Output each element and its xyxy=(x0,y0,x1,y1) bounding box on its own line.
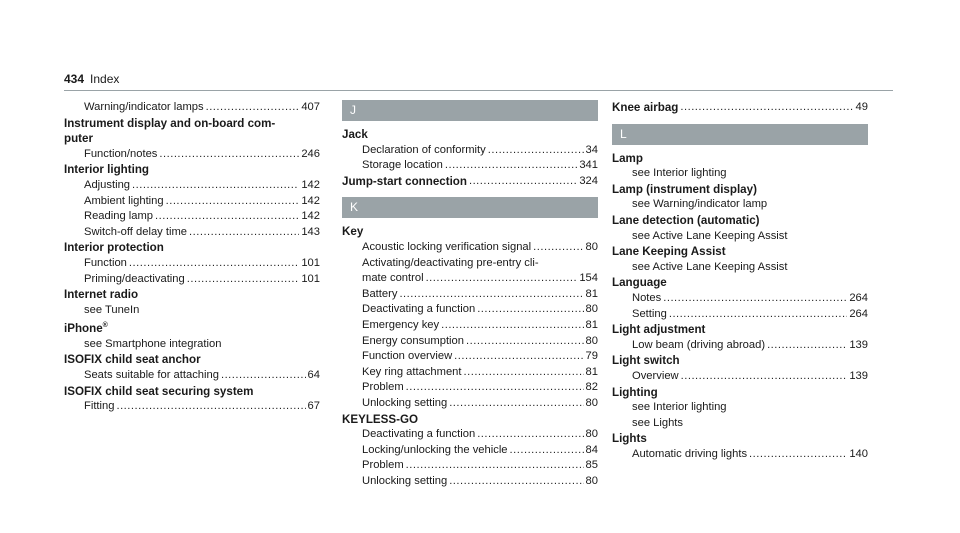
index-subentry: Function ..... 101 xyxy=(64,256,320,272)
index-heading: Light adjustment xyxy=(612,323,706,337)
index-subentry: mate control ..... 154 xyxy=(342,271,598,287)
index-heading: Interior lighting xyxy=(64,163,150,177)
index-heading: iPhone® xyxy=(64,322,108,336)
page-number: 434 xyxy=(64,72,85,86)
index-subentry: Acoustic locking verification signal ..... 80 xyxy=(342,240,598,256)
index-column-1 xyxy=(64,100,320,415)
index-subentry: Unlocking setting ..... 80 xyxy=(342,474,598,490)
index-subentry: Locking/unlocking the vehicle ..... 84 xyxy=(342,443,598,459)
section-letter-band: J xyxy=(342,100,598,121)
index-see-reference: see Active Lane Keeping Assist xyxy=(632,229,788,242)
index-column-2 xyxy=(342,100,598,489)
index-subentry: Deactivating a function ..... 80 xyxy=(342,302,598,318)
index-subentry: Automatic driving lights ..... 140 xyxy=(612,447,868,463)
index-heading: Language xyxy=(612,276,667,290)
index-subentry: Problem ..... 85 xyxy=(342,458,598,474)
index-subentry: Unlocking setting ..... 80 xyxy=(342,396,598,412)
index-see-reference: see TuneIn xyxy=(84,303,140,316)
index-subentry: Notes ..... 264 xyxy=(612,291,868,307)
index-subentry: Activating/deactivating pre-entry cli- xyxy=(362,256,539,269)
index-heading: Lights xyxy=(612,432,647,446)
index-subentry: Storage location ..... 341 xyxy=(342,158,598,174)
index-see-reference: see Lights xyxy=(632,416,683,429)
index-heading: Lamp xyxy=(612,151,643,165)
index-subentry: Deactivating a function ..... 80 xyxy=(342,427,598,443)
index-heading: KEYLESS-GO xyxy=(342,412,419,426)
header-rule xyxy=(64,90,893,91)
index-see-reference: see Interior lighting xyxy=(632,401,727,414)
index-column-3 xyxy=(612,100,868,462)
index-heading: Internet radio xyxy=(64,288,139,302)
index-subentry: Priming/deactivating ..... 101 xyxy=(64,272,320,288)
index-heading: Instrument display and on-board com- xyxy=(64,116,276,130)
index-heading: Lane Keeping Assist xyxy=(612,245,726,259)
page-header xyxy=(64,72,119,86)
index-subentry: Key ring attachment ..... 81 xyxy=(342,365,598,381)
page-title: Index xyxy=(90,72,120,86)
index-subentry: Low beam (driving abroad) ..... 139 xyxy=(612,338,868,354)
index-subentry: Function/notes ..... 246 xyxy=(64,147,320,163)
index-subentry: Ambient lighting ..... 142 xyxy=(64,194,320,210)
index-subentry: Warning/indicator lamps ..... 407 xyxy=(64,100,320,116)
index-subentry: Problem ..... 82 xyxy=(342,380,598,396)
index-heading: Jack xyxy=(342,128,368,141)
index-heading: ISOFIX child seat anchor xyxy=(64,353,201,367)
registered-mark: ® xyxy=(102,322,108,330)
index-heading: Lane detection (automatic) xyxy=(612,213,760,227)
index-see-reference: see Active Lane Keeping Assist xyxy=(632,260,788,273)
index-subentry: Emergency key ..... 81 xyxy=(342,318,598,334)
section-letter-band: L xyxy=(612,124,868,145)
index-heading: Key xyxy=(342,225,364,239)
index-heading: Light switch xyxy=(612,354,680,368)
index-subentry: Seats suitable for attaching ..... 64 xyxy=(64,368,320,384)
index-subentry: Fitting ..... 67 xyxy=(64,399,320,415)
index-heading: Interior protection xyxy=(64,241,164,255)
index-subentry: Overview ..... 139 xyxy=(612,369,868,385)
index-subentry: Setting ..... 264 xyxy=(612,307,868,323)
index-see-reference: see Warning/indicator lamp xyxy=(632,198,768,211)
index-heading: Jump-start connection ..... 324 xyxy=(342,174,598,190)
index-subentry: Energy consumption ..... 80 xyxy=(342,334,598,350)
index-subentry: Adjusting ..... 142 xyxy=(64,178,320,194)
index-heading: Lamp (instrument display) xyxy=(612,182,757,196)
index-heading: Knee airbag ..... 49 xyxy=(612,100,868,116)
index-see-reference: see Smartphone integration xyxy=(84,337,222,350)
section-letter-band: K xyxy=(342,197,598,218)
index-subentry: Battery ..... 81 xyxy=(342,287,598,303)
index-heading: ISOFIX child seat securing system xyxy=(64,384,254,398)
index-heading: Lighting xyxy=(612,385,658,399)
index-subentry: Declaration of conformity ..... 34 xyxy=(342,143,598,159)
index-subentry: Reading lamp ..... 142 xyxy=(64,209,320,225)
index-see-reference: see Interior lighting xyxy=(632,167,727,180)
index-subentry: Function overview ..... 79 xyxy=(342,349,598,365)
index-subentry: Switch-off delay time ..... 143 xyxy=(64,225,320,241)
index-heading: puter xyxy=(64,132,93,146)
